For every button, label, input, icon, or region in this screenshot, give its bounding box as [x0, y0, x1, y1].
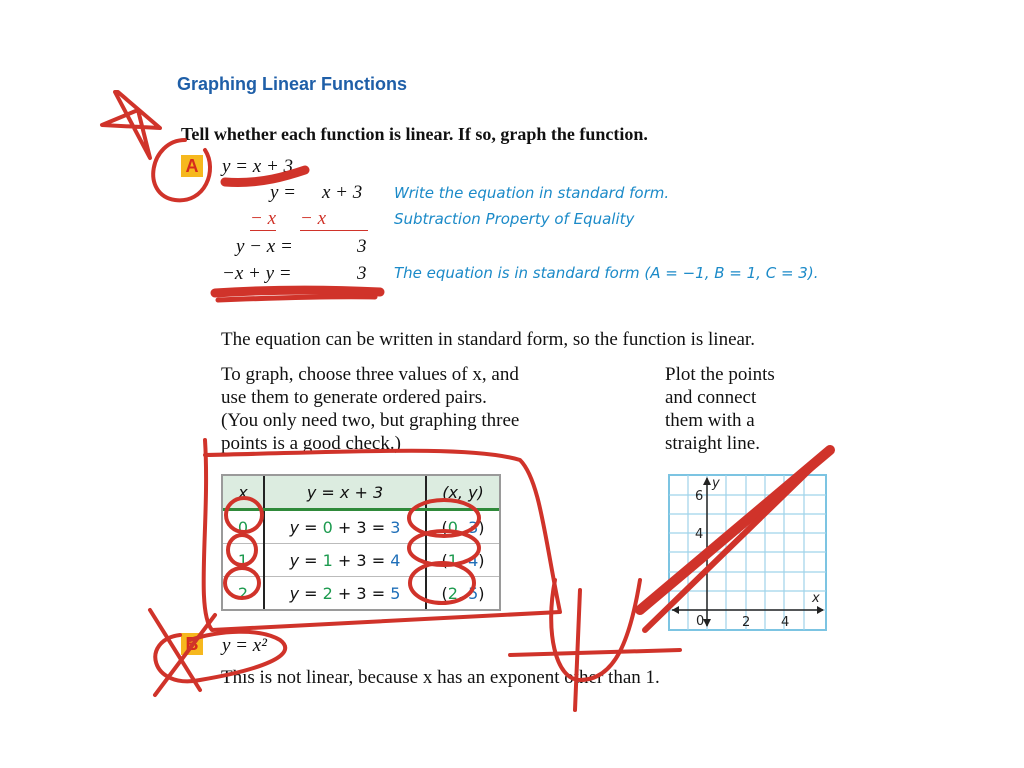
step-2-left: − x: [250, 208, 277, 229]
step-4-note: The equation is in standard form (A = −1, B = 1, C = 3).: [394, 264, 819, 282]
part-b-function: y = x²: [222, 635, 267, 656]
cell-expr-pre: y =: [289, 550, 323, 570]
graph-instr-line: use them to generate ordered pairs.: [221, 387, 487, 408]
header-x: x: [223, 476, 264, 510]
step-4-right: 3: [357, 263, 367, 284]
cell-expr-y: 4: [390, 550, 401, 570]
cell-expr-x: 0: [322, 517, 333, 537]
cell-x: 1: [223, 544, 264, 577]
cell-expr-pre: y =: [289, 517, 323, 537]
star-doodle-icon: [102, 92, 160, 158]
graph-instr-line: (You only need two, but graphing three: [221, 410, 520, 431]
coordinate-graph: [668, 474, 828, 632]
part-b-explanation: This is not linear, because x has an exponent other than 1.: [221, 667, 660, 688]
step-3-left: y − x =: [236, 236, 293, 257]
plot-instr-line: straight line.: [665, 433, 760, 454]
pair-y: 3: [468, 517, 479, 537]
cell-expr-mid: + 3 =: [332, 550, 391, 570]
cell-x: 0: [223, 510, 264, 544]
svg-text:6: 6: [695, 489, 704, 504]
svg-text:4: 4: [695, 527, 704, 542]
values-table: [221, 474, 501, 611]
pair-x: 0: [447, 517, 458, 537]
conclusion-text: The equation can be written in standard form, so the function is linear.: [221, 329, 755, 350]
pair-x: 1: [447, 550, 458, 570]
step-3-right: 3: [357, 236, 367, 257]
part-b-badge: B: [181, 633, 203, 655]
step-1-note: Write the equation in standard form.: [394, 184, 670, 202]
cell-expr-mid: + 3 =: [332, 583, 391, 603]
step-4-left: −x + y =: [222, 263, 292, 284]
table-row: 0 y = 0 + 3 = 3 (0, 3): [223, 510, 499, 544]
step-2-note: Subtraction Property of Equality: [394, 210, 635, 228]
part-a-function: y = x + 3: [222, 156, 294, 177]
table-row: 1 y = 1 + 3 = 4 (1, 4): [223, 544, 499, 577]
cell-expr-x: 2: [322, 583, 333, 603]
plot-instr-line: Plot the points: [665, 364, 775, 385]
header-expr: y = x + 3: [264, 476, 426, 510]
y-axis-label: y: [712, 476, 720, 491]
step-1-right: x + 3: [322, 182, 363, 203]
graph-instr-line: points is a good check.): [221, 433, 401, 454]
cell-expr-mid: + 3 =: [332, 517, 391, 537]
svg-text:2: 2: [742, 615, 751, 630]
cell-x: 2: [223, 577, 264, 610]
step-2-right: − x: [300, 208, 368, 231]
part-a-badge: A: [181, 155, 203, 177]
graph-instructions: [221, 363, 519, 455]
svg-text:4: 4: [781, 615, 790, 630]
x-axis-label: x: [812, 591, 820, 606]
cell-expr-pre: y =: [289, 583, 323, 603]
pair-x: 2: [447, 583, 458, 603]
header-pair: (x, y): [426, 476, 499, 510]
instruction-text: Tell whether each function is linear. If so, graph the function.: [181, 124, 648, 144]
plot-instr-line: and connect: [665, 387, 757, 408]
pair-y: 5: [468, 583, 479, 603]
table-row: 2 y = 2 + 3 = 5 (2, 5): [223, 577, 499, 610]
cell-expr-y: 5: [390, 583, 401, 603]
plot-instr-line: them with a: [665, 410, 755, 431]
step-1-left: y =: [270, 182, 297, 203]
plot-instructions: [665, 363, 775, 455]
cell-expr-x: 1: [322, 550, 333, 570]
graph-instr-line: To graph, choose three values of x, and: [221, 364, 519, 385]
page-title: Graphing Linear Functions: [177, 74, 408, 94]
cell-expr-y: 3: [390, 517, 401, 537]
svg-text:0: 0: [696, 614, 705, 629]
pair-y: 4: [468, 550, 479, 570]
